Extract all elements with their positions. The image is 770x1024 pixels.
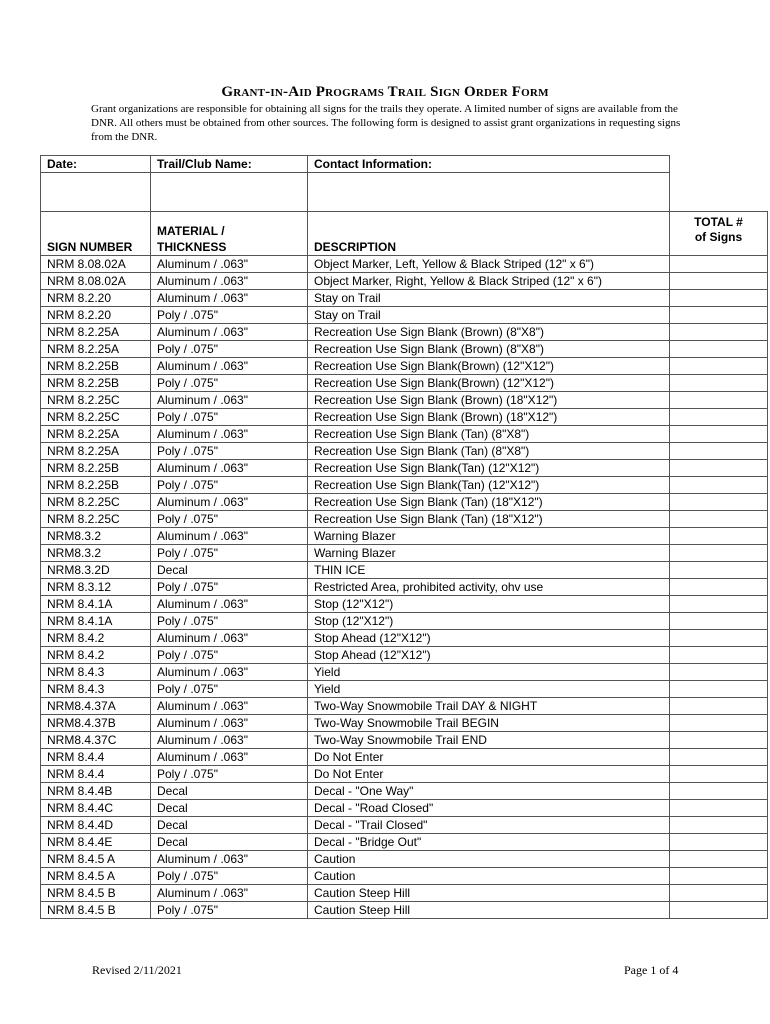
- table-row: [41, 851, 768, 868]
- total-signs-input[interactable]: [670, 392, 768, 409]
- col-material-line2: THICKNESS: [157, 240, 227, 254]
- sign-number-cell: NRM 8.2.25B: [41, 460, 151, 477]
- sign-number-cell: NRM 8.2.25C: [41, 409, 151, 426]
- description-cell: Recreation Use Sign Blank (Tan) (8"X8"): [308, 426, 670, 443]
- description-cell: Recreation Use Sign Blank(Tan) (12"X12"): [308, 460, 670, 477]
- sign-number-cell: NRM8.3.2: [41, 545, 151, 562]
- table-row: [41, 426, 768, 443]
- sign-number-cell: NRM 8.2.25A: [41, 443, 151, 460]
- table-row: [41, 324, 768, 341]
- sign-number-cell: NRM 8.08.02A: [41, 256, 151, 273]
- description-cell: Recreation Use Sign Blank (Brown) (18"X12"): [308, 409, 670, 426]
- material-cell: Decal: [151, 817, 308, 834]
- material-cell: Poly / .075": [151, 613, 308, 630]
- total-signs-input[interactable]: [670, 664, 768, 681]
- sign-number-cell: NRM8.4.37C: [41, 732, 151, 749]
- contact-info-label: Contact Information:: [308, 156, 670, 173]
- sign-number-cell: NRM 8.4.2: [41, 630, 151, 647]
- description-cell: Stop (12"X12"): [308, 596, 670, 613]
- description-cell: Recreation Use Sign Blank(Brown) (12"X12"): [308, 358, 670, 375]
- table-row: [41, 783, 768, 800]
- total-signs-input[interactable]: [670, 851, 768, 868]
- sign-number-cell: NRM8.3.2D: [41, 562, 151, 579]
- material-cell: Decal: [151, 562, 308, 579]
- total-signs-input[interactable]: [670, 817, 768, 834]
- total-signs-input[interactable]: [670, 511, 768, 528]
- material-cell: Aluminum / .063": [151, 596, 308, 613]
- description-cell: Recreation Use Sign Blank (Brown) (8"X8"): [308, 341, 670, 358]
- table-row: [41, 630, 768, 647]
- total-signs-input[interactable]: [670, 868, 768, 885]
- material-cell: Aluminum / .063": [151, 528, 308, 545]
- description-cell: Yield: [308, 681, 670, 698]
- description-cell: Yield: [308, 664, 670, 681]
- sign-number-cell: NRM8.4.37A: [41, 698, 151, 715]
- description-cell: Caution Steep Hill: [308, 902, 670, 919]
- description-cell: Recreation Use Sign Blank(Tan) (12"X12"): [308, 477, 670, 494]
- material-cell: Poly / .075": [151, 647, 308, 664]
- sign-number-cell: NRM 8.3.12: [41, 579, 151, 596]
- material-cell: Aluminum / .063": [151, 732, 308, 749]
- table-row: [41, 800, 768, 817]
- sign-number-cell: NRM 8.4.3: [41, 664, 151, 681]
- material-cell: Poly / .075": [151, 868, 308, 885]
- table-row: [41, 579, 768, 596]
- total-signs-input[interactable]: [670, 528, 768, 545]
- description-cell: Object Marker, Right, Yellow & Black Striped (12" x 6"): [308, 273, 670, 290]
- material-cell: Decal: [151, 783, 308, 800]
- table-row: [41, 885, 768, 902]
- total-signs-input[interactable]: [670, 647, 768, 664]
- sign-number-cell: NRM 8.2.25B: [41, 477, 151, 494]
- col-material-line1: MATERIAL /: [157, 224, 225, 238]
- total-signs-input[interactable]: [670, 290, 768, 307]
- description-cell: Caution: [308, 851, 670, 868]
- material-cell: Poly / .075": [151, 375, 308, 392]
- description-cell: Warning Blazer: [308, 528, 670, 545]
- sign-number-cell: NRM 8.4.4D: [41, 817, 151, 834]
- material-cell: Aluminum / .063": [151, 273, 308, 290]
- table-row: [41, 766, 768, 783]
- description-cell: Stop (12"X12"): [308, 613, 670, 630]
- description-cell: Decal - "Bridge Out": [308, 834, 670, 851]
- table-row: [41, 647, 768, 664]
- sign-number-cell: NRM 8.4.4E: [41, 834, 151, 851]
- table-row: [41, 749, 768, 766]
- material-cell: Decal: [151, 800, 308, 817]
- description-cell: Recreation Use Sign Blank (Tan) (18"X12"): [308, 494, 670, 511]
- material-cell: Poly / .075": [151, 409, 308, 426]
- total-signs-input[interactable]: [670, 341, 768, 358]
- material-cell: Aluminum / .063": [151, 256, 308, 273]
- sign-number-cell: NRM 8.2.20: [41, 290, 151, 307]
- page-title: Grant-in-Aid Programs Trail Sign Order Form: [221, 84, 549, 100]
- material-cell: Poly / .075": [151, 681, 308, 698]
- total-signs-input[interactable]: [670, 358, 768, 375]
- total-signs-input[interactable]: [670, 902, 768, 919]
- sign-number-cell: NRM 8.4.2: [41, 647, 151, 664]
- sign-number-cell: NRM 8.4.4B: [41, 783, 151, 800]
- table-row: [41, 817, 768, 834]
- sign-number-cell: NRM 8.4.5 B: [41, 902, 151, 919]
- table-row: [41, 868, 768, 885]
- table-row: [41, 562, 768, 579]
- sign-number-cell: NRM 8.4.5 A: [41, 851, 151, 868]
- sign-number-cell: NRM 8.2.20: [41, 307, 151, 324]
- table-row: [41, 545, 768, 562]
- sign-number-cell: NRM 8.4.1A: [41, 596, 151, 613]
- description-cell: Recreation Use Sign Blank (Tan) (18"X12"): [308, 511, 670, 528]
- table-row: [41, 698, 768, 715]
- description-cell: Caution Steep Hill: [308, 885, 670, 902]
- total-signs-input[interactable]: [670, 460, 768, 477]
- material-cell: Poly / .075": [151, 511, 308, 528]
- material-cell: Poly / .075": [151, 443, 308, 460]
- description-cell: Stop Ahead (12"X12"): [308, 630, 670, 647]
- sign-order-table: [40, 155, 768, 919]
- table-row: [41, 715, 768, 732]
- material-cell: Aluminum / .063": [151, 324, 308, 341]
- total-signs-input[interactable]: [670, 715, 768, 732]
- total-signs-input[interactable]: [670, 307, 768, 324]
- total-signs-input[interactable]: [670, 409, 768, 426]
- table-row: [41, 681, 768, 698]
- total-signs-input[interactable]: [670, 681, 768, 698]
- material-cell: Decal: [151, 834, 308, 851]
- trail-club-label: Trail/Club Name:: [151, 156, 308, 173]
- description-cell: Recreation Use Sign Blank (Brown) (8"X8"): [308, 324, 670, 341]
- description-cell: Recreation Use Sign Blank (Tan) (8"X8"): [308, 443, 670, 460]
- description-cell: Stay on Trail: [308, 307, 670, 324]
- material-cell: Poly / .075": [151, 545, 308, 562]
- table-row: [41, 596, 768, 613]
- sign-number-cell: NRM 8.4.4: [41, 766, 151, 783]
- material-cell: Aluminum / .063": [151, 392, 308, 409]
- table-row: [41, 290, 768, 307]
- description-cell: Two-Way Snowmobile Trail BEGIN: [308, 715, 670, 732]
- total-signs-input[interactable]: [670, 732, 768, 749]
- table-row: [41, 477, 768, 494]
- description-cell: THIN ICE: [308, 562, 670, 579]
- sign-number-cell: NRM 8.4.1A: [41, 613, 151, 630]
- table-row: [41, 443, 768, 460]
- page-number: Page 1 of 4: [624, 963, 679, 977]
- description-cell: Caution: [308, 868, 670, 885]
- total-signs-input[interactable]: [670, 443, 768, 460]
- table-row: [41, 375, 768, 392]
- total-signs-input[interactable]: [670, 596, 768, 613]
- sign-number-cell: NRM 8.4.5 B: [41, 885, 151, 902]
- sign-number-cell: NRM 8.2.25C: [41, 494, 151, 511]
- total-signs-input[interactable]: [670, 545, 768, 562]
- sign-number-cell: NRM 8.4.4C: [41, 800, 151, 817]
- table-row: [41, 392, 768, 409]
- sign-number-cell: NRM 8.4.4: [41, 749, 151, 766]
- sign-number-cell: NRM 8.2.25C: [41, 511, 151, 528]
- total-signs-input[interactable]: [670, 324, 768, 341]
- col-total-line2: of Signs: [694, 230, 743, 244]
- material-cell: Aluminum / .063": [151, 851, 308, 868]
- material-cell: Aluminum / .063": [151, 698, 308, 715]
- total-signs-input[interactable]: [670, 834, 768, 851]
- material-cell: Aluminum / .063": [151, 494, 308, 511]
- sign-number-cell: NRM 8.08.02A: [41, 273, 151, 290]
- sign-number-cell: NRM 8.4.3: [41, 681, 151, 698]
- total-signs-input[interactable]: [670, 885, 768, 902]
- total-signs-input[interactable]: [670, 494, 768, 511]
- table-row: [41, 256, 768, 273]
- table-row: [41, 511, 768, 528]
- sign-number-cell: NRM8.3.2: [41, 528, 151, 545]
- description-cell: Two-Way Snowmobile Trail DAY & NIGHT: [308, 698, 670, 715]
- description-cell: Do Not Enter: [308, 766, 670, 783]
- total-signs-input[interactable]: [670, 800, 768, 817]
- sign-number-cell: NRM 8.2.25B: [41, 375, 151, 392]
- material-cell: Poly / .075": [151, 766, 308, 783]
- material-cell: Aluminum / .063": [151, 460, 308, 477]
- table-row: [41, 494, 768, 511]
- date-field[interactable]: [41, 173, 151, 212]
- total-signs-input[interactable]: [670, 698, 768, 715]
- material-cell: Aluminum / .063": [151, 715, 308, 732]
- total-signs-input[interactable]: [670, 426, 768, 443]
- sign-number-cell: NRM 8.2.25A: [41, 341, 151, 358]
- column-header-row: [41, 212, 768, 256]
- header-spacer: [670, 156, 768, 212]
- total-signs-input[interactable]: [670, 273, 768, 290]
- total-signs-input[interactable]: [670, 783, 768, 800]
- description-cell: Do Not Enter: [308, 749, 670, 766]
- sign-number-cell: NRM 8.2.25B: [41, 358, 151, 375]
- table-row: [41, 341, 768, 358]
- material-cell: Aluminum / .063": [151, 426, 308, 443]
- total-signs-input[interactable]: [670, 749, 768, 766]
- total-signs-input[interactable]: [670, 375, 768, 392]
- table-row: [41, 664, 768, 681]
- contact-info-field[interactable]: [308, 173, 670, 212]
- total-signs-input[interactable]: [670, 477, 768, 494]
- description-cell: Restricted Area, prohibited activity, ohv use: [308, 579, 670, 596]
- table-row: [41, 409, 768, 426]
- total-signs-input[interactable]: [670, 766, 768, 783]
- description-cell: Stay on Trail: [308, 290, 670, 307]
- material-cell: Aluminum / .063": [151, 290, 308, 307]
- description-cell: Stop Ahead (12"X12"): [308, 647, 670, 664]
- intro-paragraph: Grant organizations are responsible for obtaining all signs for the trails they operate. A limited number of signs are available from the DNR. All others must be obtained from other sources. The following form is designed to assist grant organizations in requesting signs from the DNR.: [91, 103, 681, 143]
- material-cell: Aluminum / .063": [151, 630, 308, 647]
- sign-number-cell: NRM 8.2.25C: [41, 392, 151, 409]
- material-cell: Poly / .075": [151, 477, 308, 494]
- material-cell: Aluminum / .063": [151, 664, 308, 681]
- revised-date: Revised 2/11/2021: [92, 963, 182, 977]
- description-cell: Two-Way Snowmobile Trail END: [308, 732, 670, 749]
- description-cell: Recreation Use Sign Blank(Brown) (12"X12"): [308, 375, 670, 392]
- table-row: [41, 273, 768, 290]
- total-signs-input[interactable]: [670, 613, 768, 630]
- material-cell: Poly / .075": [151, 341, 308, 358]
- sign-number-cell: NRM 8.2.25A: [41, 426, 151, 443]
- material-cell: Poly / .075": [151, 579, 308, 596]
- col-sign-number: SIGN NUMBER: [41, 212, 151, 256]
- table-row: [41, 307, 768, 324]
- total-signs-input[interactable]: [670, 256, 768, 273]
- table-row: [41, 613, 768, 630]
- sign-number-cell: NRM8.4.37B: [41, 715, 151, 732]
- description-cell: Decal - "Road Closed": [308, 800, 670, 817]
- table-row: [41, 460, 768, 477]
- description-cell: Decal - "Trail Closed": [308, 817, 670, 834]
- col-total-line1: TOTAL #: [694, 215, 743, 229]
- table-row: [41, 902, 768, 919]
- trail-club-field[interactable]: [151, 173, 308, 212]
- description-cell: Recreation Use Sign Blank (Brown) (18"X12"): [308, 392, 670, 409]
- col-material: [151, 212, 308, 256]
- table-row: [41, 834, 768, 851]
- description-cell: Warning Blazer: [308, 545, 670, 562]
- header-label-row: [41, 156, 768, 173]
- table-row: [41, 358, 768, 375]
- description-cell: Object Marker, Left, Yellow & Black Striped (12" x 6"): [308, 256, 670, 273]
- total-signs-input[interactable]: [670, 562, 768, 579]
- material-cell: Poly / .075": [151, 902, 308, 919]
- sign-number-cell: NRM 8.4.5 A: [41, 868, 151, 885]
- col-description: DESCRIPTION: [308, 212, 670, 256]
- header-input-row: [41, 173, 768, 212]
- description-cell: Decal - "One Way": [308, 783, 670, 800]
- col-total: [670, 212, 768, 256]
- total-signs-input[interactable]: [670, 630, 768, 647]
- table-row: [41, 528, 768, 545]
- material-cell: Aluminum / .063": [151, 885, 308, 902]
- material-cell: Poly / .075": [151, 307, 308, 324]
- material-cell: Aluminum / .063": [151, 358, 308, 375]
- date-label: Date:: [41, 156, 151, 173]
- total-signs-input[interactable]: [670, 579, 768, 596]
- table-row: [41, 732, 768, 749]
- material-cell: Aluminum / .063": [151, 749, 308, 766]
- sign-number-cell: NRM 8.2.25A: [41, 324, 151, 341]
